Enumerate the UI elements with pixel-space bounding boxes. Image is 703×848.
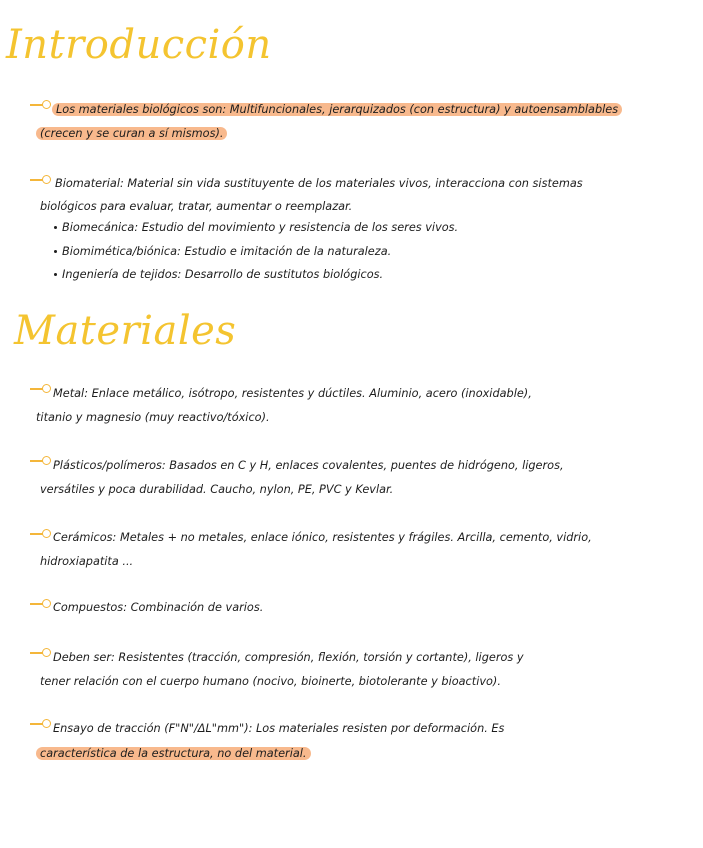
intro-sub-item-3: Ingeniería de tejidos: Desarrollo de sustitutos biológicos. — [62, 268, 384, 281]
highlight: característica de la estructura, no del material. — [36, 747, 311, 760]
ensayo-line-1: Ensayo de tracción (F"N"/ΔL"mm"): Los materiales resisten por deformación. Es — [53, 722, 505, 735]
highlight: Los materiales biológicos son: Multifuncionales, jerarquizados (con estructura) y autoensamblables — [52, 103, 622, 116]
ceramicos-line-1: Cerámicos: Metales + no metales, enlace iónico, resistentes y frágiles. Arcilla, cemento, vidrio, — [53, 531, 592, 544]
intro-paragraph-1-line-2 — [36, 126, 227, 142]
intro-paragraph-2-line-1: Biomaterial: Material sin vida sustituyente de los materiales vivos, interacciona con sistemas — [55, 177, 583, 190]
compuestos-line-1: Compuestos: Combinación de varios. — [53, 601, 264, 614]
highlight: (crecen y se curan a sí mismos). — [36, 127, 227, 140]
plasticos-line-1: Plásticos/polímeros: Basados en C y H, enlaces covalentes, puentes de hidrógeno, ligeros, — [53, 459, 564, 472]
section-title-introduccion: Introducción — [6, 22, 272, 68]
sub-bullet-icon — [54, 226, 57, 229]
plasticos-line-2: versátiles y poca durabilidad. Caucho, nylon, PE, PVC y Kevlar. — [40, 483, 394, 496]
intro-paragraph-1-line-1 — [52, 102, 622, 118]
metal-line-2: titanio y magnesio (muy reactivo/tóxico). — [36, 411, 270, 424]
ensayo-line-2 — [36, 746, 311, 762]
intro-paragraph-2-line-2: biológicos para evaluar, tratar, aumentar o reemplazar. — [40, 200, 353, 213]
deben-ser-line-2: tener relación con el cuerpo humano (nocivo, bioinerte, biotolerante y bioactivo). — [40, 675, 501, 688]
metal-line-1: Metal: Enlace metálico, isótropo, resistentes y dúctiles. Aluminio, acero (inoxidable), — [53, 387, 532, 400]
sub-bullet-icon — [54, 250, 57, 253]
sub-bullet-icon — [54, 273, 57, 276]
deben-ser-line-1: Deben ser: Resistentes (tracción, compresión, flexión, torsión y cortante), ligeros y — [53, 651, 524, 664]
intro-sub-item-2: Biomimética/biónica: Estudio e imitación de la naturaleza. — [62, 245, 392, 258]
ceramicos-line-2: hidroxiapatita ... — [40, 555, 134, 568]
section-title-materiales: Materiales — [14, 308, 237, 354]
intro-sub-item-1: Biomecánica: Estudio del movimiento y resistencia de los seres vivos. — [62, 221, 459, 234]
